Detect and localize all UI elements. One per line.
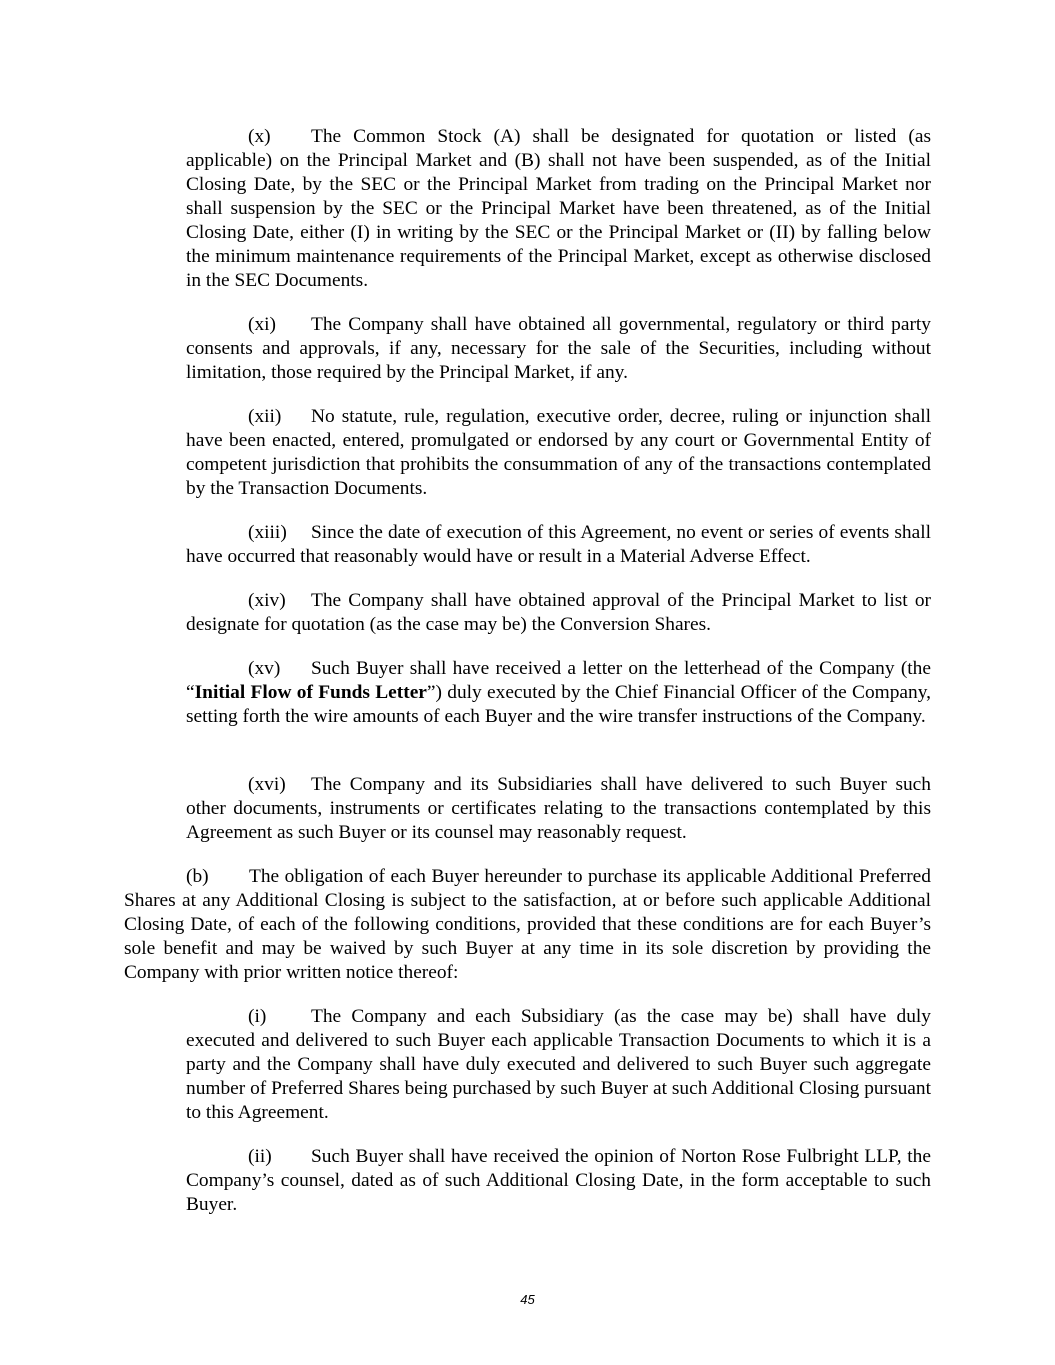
paragraph-b [124,865,931,985]
paragraph-text: No statute, rule, regulation, executive order, decree, ruling or injunction shall have been enacted, entered, promulgated or endorsed by any court or Governmental Entity of competent jurisdiction that prohibits the consummation of any of the transactions contemplated by the Transaction Documents. [186,406,931,499]
paragraph-text: The Common Stock (A) shall be designated for quotation or listed (as applicable) on the Principal Market and (B) shall not have been suspended, as of the Initial Closing Date, by the SEC or the Principal Market from trading on the Principal Market nor shall suspension by the SEC or the Principal Market have been threatened, as of the Initial Closing Date, either (I) in writing by the SEC or the Principal Market or (II) by falling below the minimum maintenance requirements of the Principal Market, except as otherwise disclosed in the SEC Documents. [186,126,931,291]
paragraph-text: The Company shall have obtained approval of the Principal Market to list or designate for quotation (as the case may be) the Conversion Shares. [186,590,931,635]
paragraph-text: The obligation of each Buyer hereunder to purchase its applicable Additional Preferred Shares at any Additional Closing is subject to the satisfaction, at or before such applicable Additional Closing Date, of each of the following conditions, provided that these conditions are for each Buyer’s sole benefit and may be waived by such Buyer at any time in its sole discretion by providing the Company with prior written notice thereof: [124,866,931,983]
paragraph-text-after: ”) duly executed by the Chief Financial Officer of the Company, setting forth the wire amounts of each Buyer and the wire transfer instructions of the Company. [186,682,932,727]
paragraph-label: (xii) [248,406,282,427]
page-number: 45 [520,1292,535,1307]
paragraph-xv [186,657,931,729]
paragraph-text: Since the date of execution of this Agreement, no event or series of events shall have occurred that reasonably would have or result in a Material Adverse Effect. [186,522,931,567]
paragraph-xiv [186,589,931,637]
paragraph-label: (x) [248,126,271,147]
paragraph-text: The Company shall have obtained all governmental, regulatory or third party consents and approvals, if any, necessary for the sale of the Securities, including without limitation, those required by the Principal Market, if any. [186,314,931,383]
paragraph-xiii [186,521,931,569]
paragraph-text: The Company and its Subsidiaries shall have delivered to such Buyer such other documents, instruments or certificates relating to the transactions contemplated by this Agreement as such Buyer or its counsel may reasonably request. [186,774,931,843]
paragraph-label: (b) [186,866,209,887]
defined-term: Initial Flow of Funds Letter [194,682,427,703]
paragraph-xi [186,313,931,385]
paragraph-label: (xiii) [248,522,287,543]
paragraph-label: (xi) [248,314,276,335]
paragraph-label: (xiv) [248,590,286,611]
paragraph-xii [186,405,931,501]
paragraph-b-i [186,1005,931,1125]
paragraph-text: The Company and each Subsidiary (as the case may be) shall have duly executed and delivered to such Buyer each applicable Transaction Documents to which it is a party and the Company shall have duly executed and delivered to such Buyer such aggregate number of Preferred Shares being purchased by such Buyer at such Additional Closing pursuant to this Agreement. [186,1006,931,1123]
paragraph-b-ii [186,1145,931,1217]
paragraph-label: (xvi) [248,774,286,795]
paragraph-x [186,125,931,293]
paragraph-label: (ii) [248,1146,272,1167]
paragraph-label: (i) [248,1006,267,1027]
paragraph-label: (xv) [248,658,281,679]
paragraph-xvi [186,773,931,845]
paragraph-text: Such Buyer shall have received the opinion of Norton Rose Fulbright LLP, the Company’s counsel, dated as of such Additional Closing Date, in the form acceptable to such Buyer. [186,1146,931,1215]
paragraph-text-before: Such Buyer shall have received a letter on the letterhead of the Company (the “ [186,658,931,703]
